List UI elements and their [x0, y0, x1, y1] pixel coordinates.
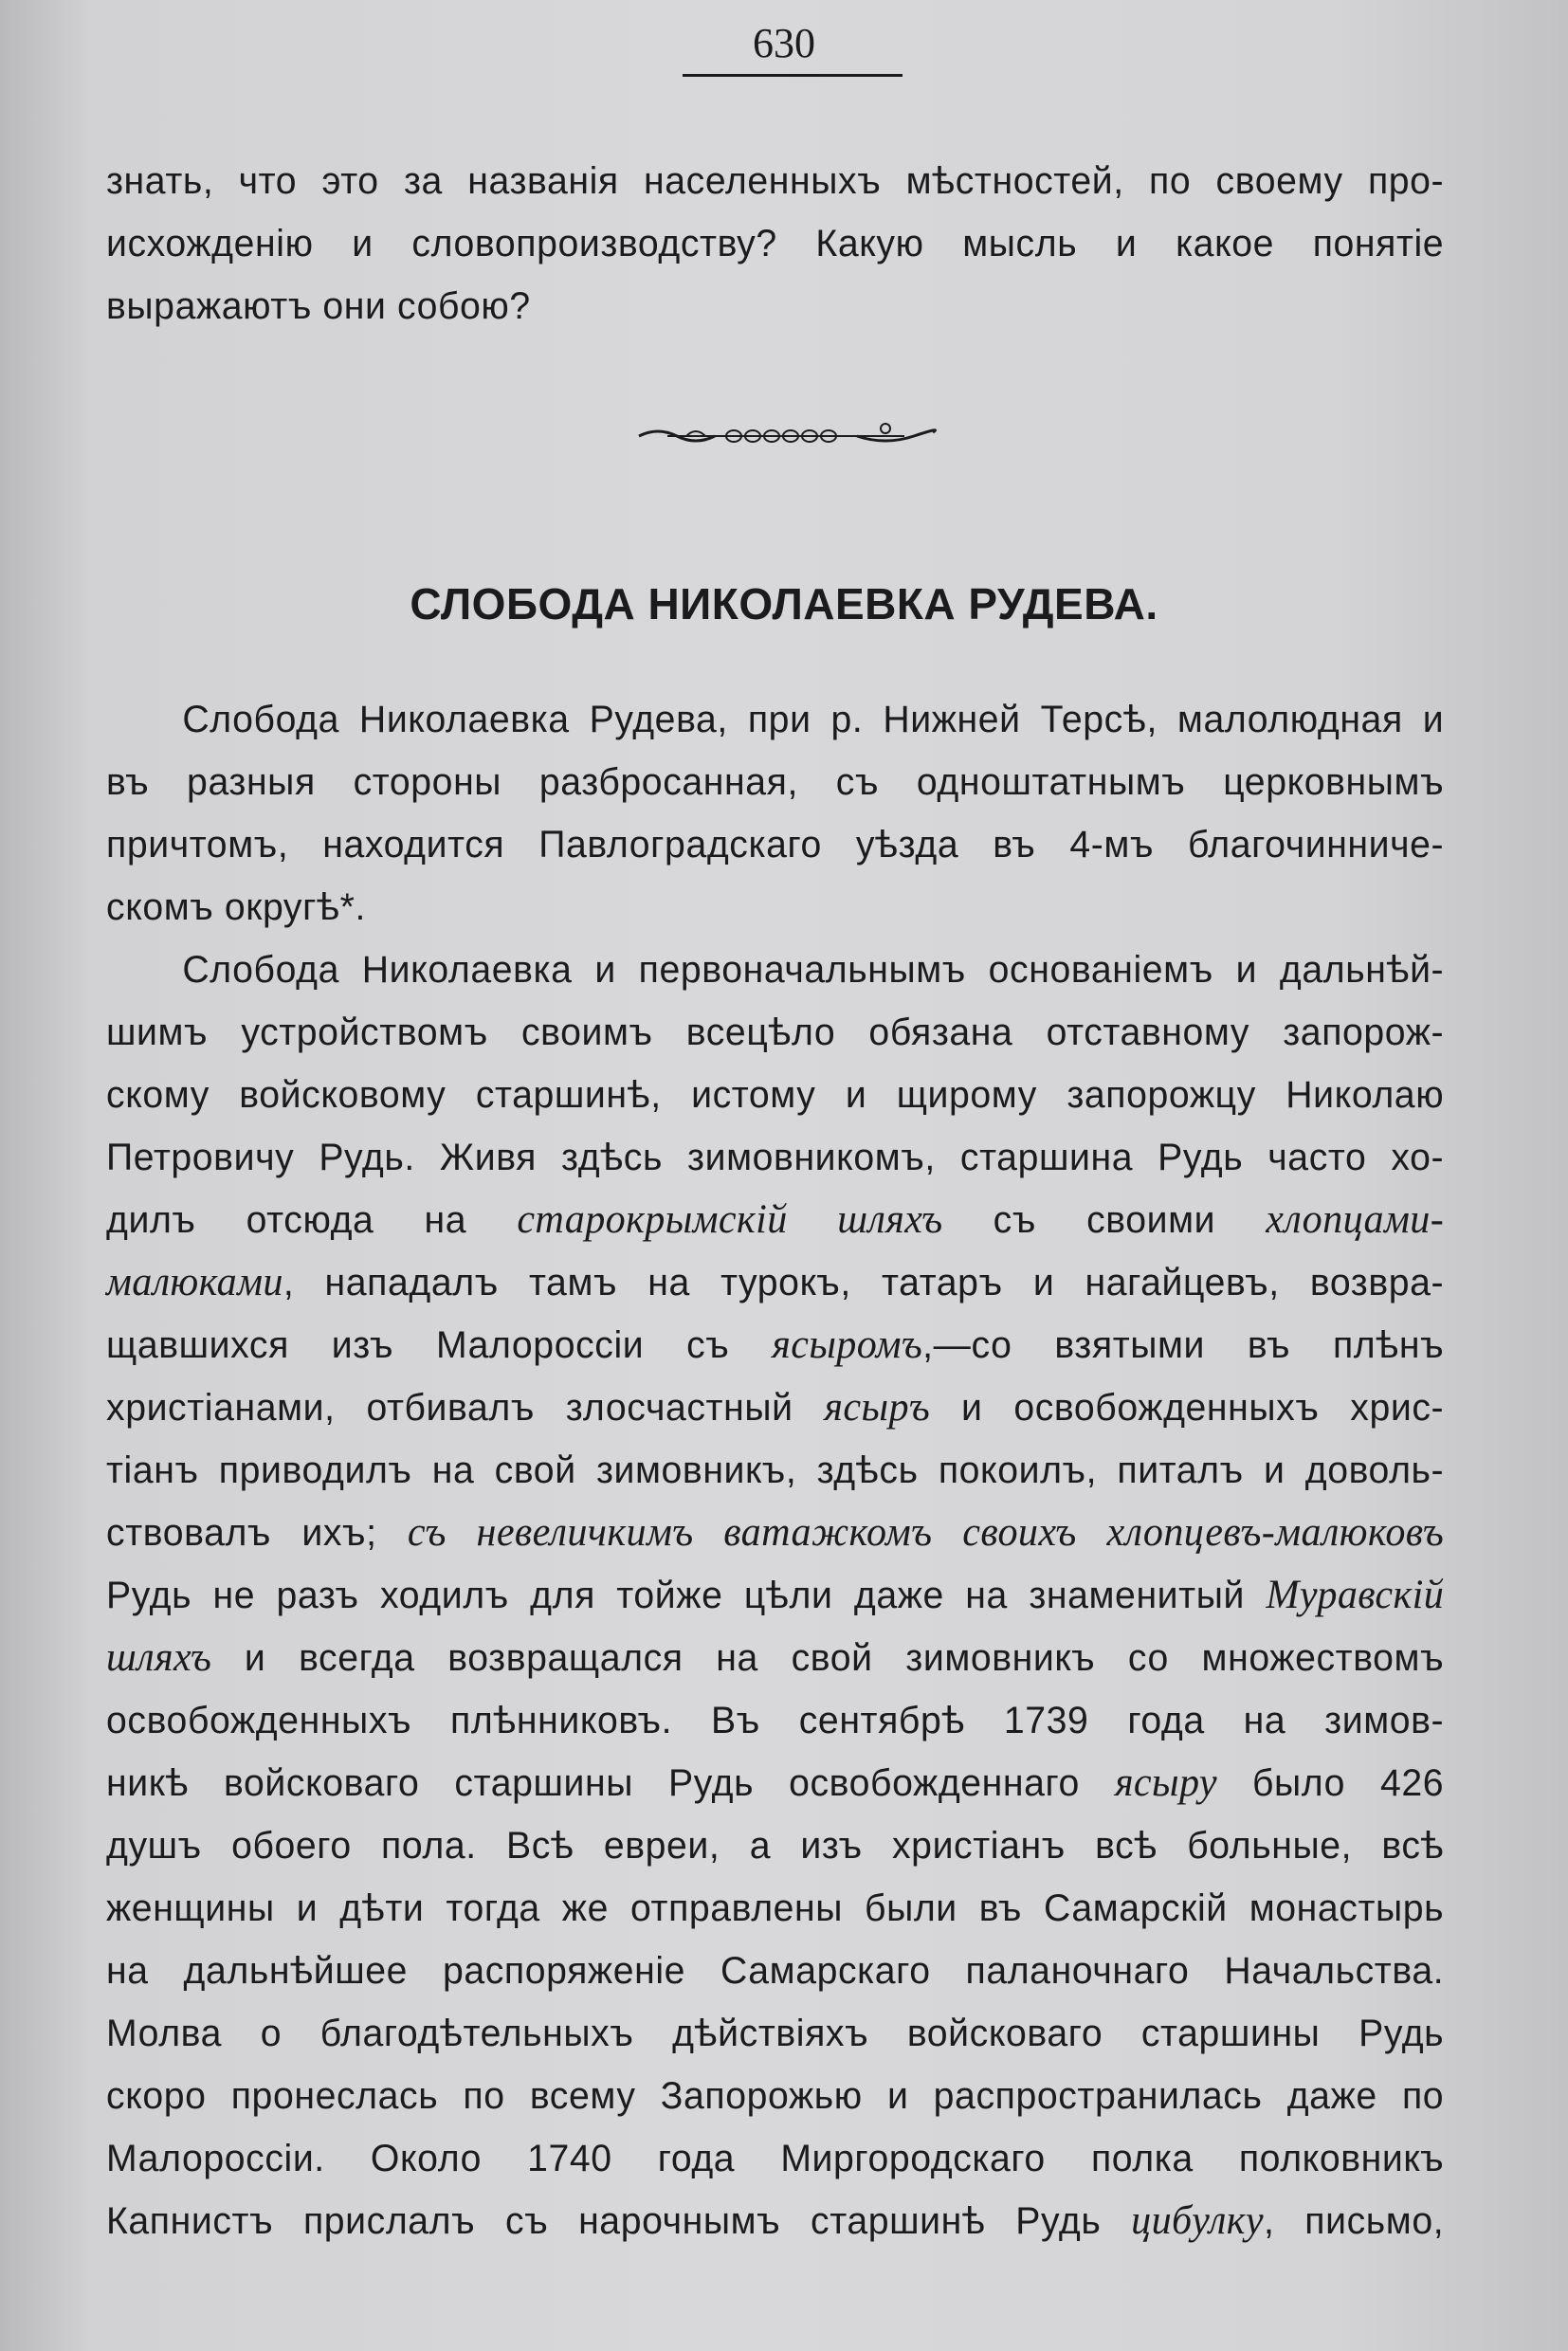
italic-run: ясыръ [824, 1385, 931, 1430]
page-number: 630 [753, 20, 815, 66]
text-run: ствовалъ ихъ; [106, 1512, 408, 1554]
text-line: Петровичу Рудь. Живя здѣсь зимовникомъ, старшина Рудь часто хо- [106, 1137, 1445, 1178]
text-line: исхожденію и словопроизводству? Какую мысль и какое понятіе [106, 223, 1445, 264]
text-line: скому войсковому старшинѣ, истому и щирому запорожцу Николаю [106, 1074, 1445, 1116]
text-line: скоро пронеслась по всему Запорожью и распространилась даже по [106, 2075, 1445, 2117]
text-line [106, 1314, 1444, 1376]
paragraph-2 [106, 939, 1444, 2252]
italic-run: ясыромъ [772, 1322, 923, 1367]
italic-run: шляхъ [106, 1635, 212, 1680]
text-run: и освобожденныхъ хрис- [930, 1387, 1445, 1429]
italic-run: малюками [106, 1260, 283, 1304]
section-divider-ornament [629, 415, 942, 453]
italic-run: хлопцами- [1266, 1197, 1445, 1242]
text-line: шимъ устройствомъ своимъ всецѣло обязана отставному запорож- [106, 1011, 1445, 1053]
text-run: Рудь не разъ ходилъ для тойже цѣли даже на знаменитый [106, 1575, 1267, 1616]
page-number-rule [683, 74, 903, 77]
text-line: знать, что это за названія населенныхъ мѣстностей, по своему про- [106, 160, 1445, 202]
text-line: Молва о благодѣтельныхъ дѣйствіяхъ войсковаго старшины Рудь [106, 2013, 1445, 2054]
text-run: никѣ войсковаго старшины Рудь освобожденнаго [106, 1762, 1115, 1804]
text-line [106, 1627, 1444, 1689]
text-run: , нападалъ тамъ на турокъ, татаръ и нагайцевъ, возвра- [283, 1262, 1445, 1303]
intro-paragraph [106, 150, 1444, 337]
text-line [106, 1502, 1444, 1564]
text-line: Слобода Николаевка и первоначальнымъ основаніемъ и дальнѣй- [182, 949, 1445, 991]
section-heading: СЛОБОДА НИКОЛАЕВКА РУДЕВА. [410, 579, 1158, 629]
text-run: было 426 [1216, 1762, 1445, 1804]
text-line [106, 1752, 1444, 1814]
text-line [106, 1189, 1444, 1251]
text-line [106, 1376, 1444, 1439]
text-run: ,—со взятыми въ плѣнъ [922, 1324, 1445, 1366]
text-line: освобожденныхъ плѣнниковъ. Въ сентябрѣ 1739 года на зимов- [106, 1700, 1445, 1741]
text-line: скомъ округѣ*. [106, 886, 366, 928]
italic-run: съ невеличкимъ ватажкомъ своихъ хлопцевъ-малюковъ [407, 1510, 1445, 1555]
text-line: тіанъ приводилъ на свой зимовникъ, здѣсь покоилъ, питалъ и доволь- [106, 1449, 1445, 1491]
text-line: въ разныя стороны разбросанная, съ одноштатнымъ церковнымъ [106, 761, 1445, 803]
text-line [106, 2190, 1444, 2252]
text-line: выражаютъ они собою? [106, 285, 531, 327]
text-run: христіанами, отбивалъ злосчастный [106, 1387, 825, 1429]
text-line: причтомъ, находится Павлоградскаго уѣзда въ 4-мъ благочинниче- [106, 824, 1445, 866]
text-line: душъ обоего пола. Всѣ евреи, а изъ христіанъ всѣ больные, всѣ [106, 1825, 1445, 1867]
text-run: и всегда возвращался на свой зимовникъ со множествомъ [211, 1637, 1445, 1679]
italic-run: цибулку [1131, 2198, 1265, 2243]
text-line: женщины и дѣти тогда же отправлены были въ Самарскій монастырь [106, 1887, 1445, 1929]
text-run: щавшихся изъ Малороссіи съ [106, 1324, 773, 1366]
text-run: съ своими [942, 1199, 1267, 1241]
text-line: Слобода Николаевка Рудева, при р. Нижней Терсѣ, малолюдная и [182, 699, 1445, 740]
italic-run: старокрымскій шляхъ [517, 1197, 943, 1242]
text-run: Капнистъ прислалъ съ нарочнымъ старшинѣ Рудь [106, 2200, 1132, 2242]
italic-run: Муравскій [1266, 1573, 1445, 1617]
text-run: , письмо, [1264, 2200, 1445, 2242]
text-line: на дальнѣйшее распоряженіе Самарскаго паланочнаго Начальства. [106, 1950, 1445, 1992]
text-line [106, 1564, 1444, 1627]
text-line: Малороссіи. Около 1740 года Миргородскаго полка полковникъ [106, 2138, 1445, 2179]
text-run: дилъ отсюда на [106, 1199, 518, 1241]
text-line [106, 1251, 1444, 1314]
paragraph-1 [106, 688, 1444, 939]
italic-run: ясыру [1114, 1760, 1217, 1805]
